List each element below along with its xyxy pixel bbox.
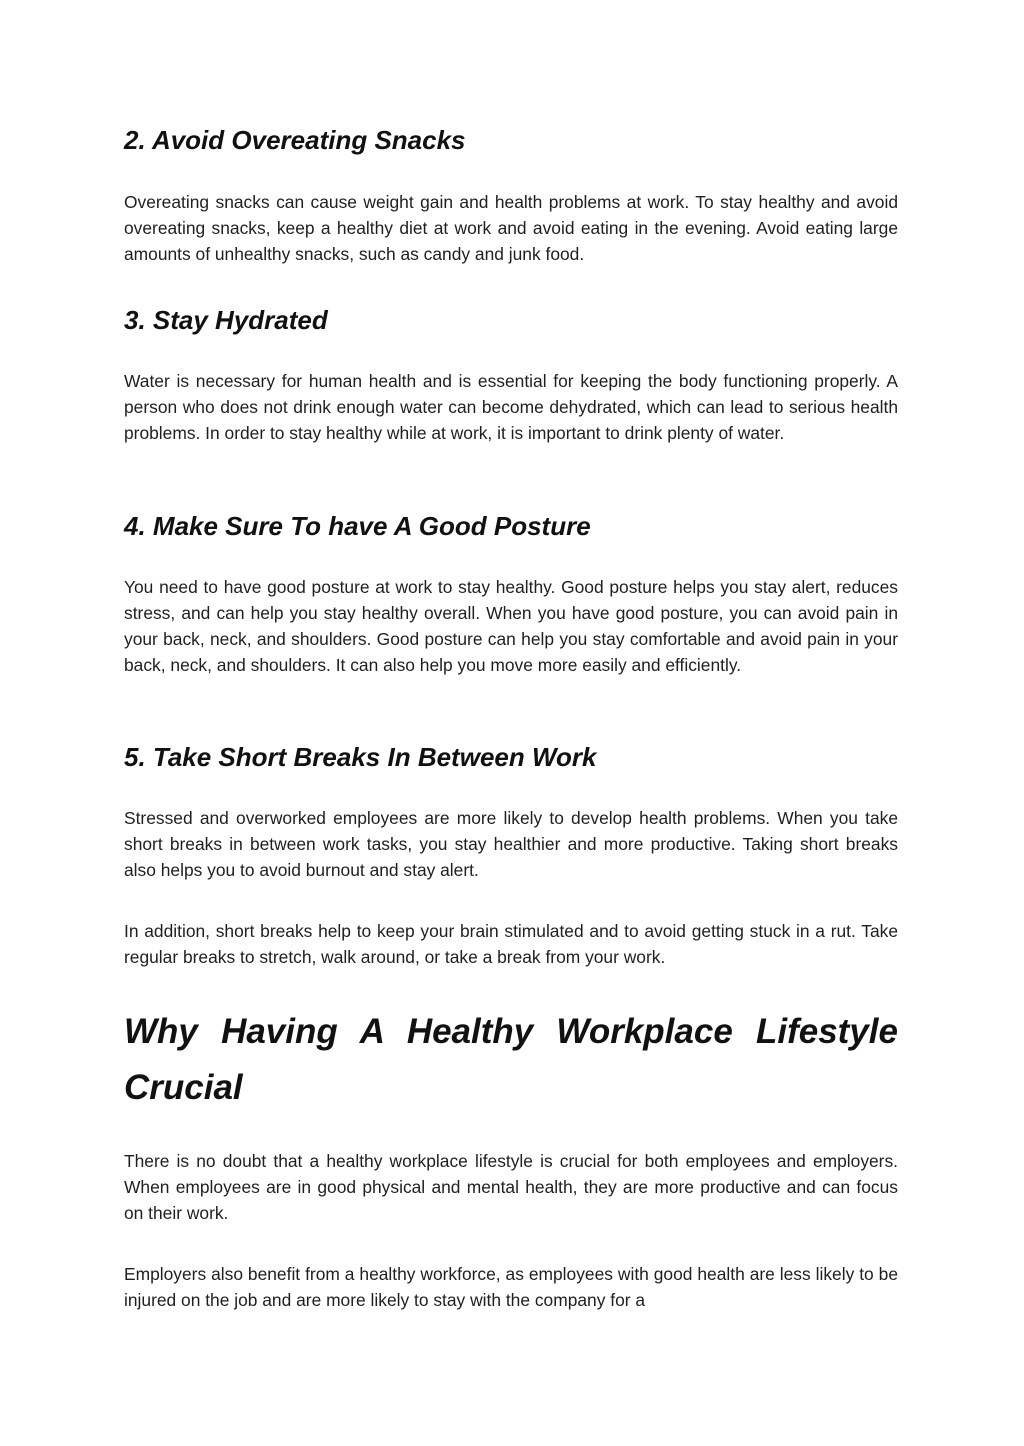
paragraph-good-posture: You need to have good posture at work to stay healthy. Good posture helps you stay alert, reduces stress, and can help you stay healthy overall. When you have good posture, you can avoid pain in your back, neck, and shoulders. Good posture can help you stay comfortable and avoid pain in your back, neck, and shoulders. It can also help you move more easily and efficiently. — [124, 577, 898, 675]
heading-why-healthy-workplace: Why Having A Healthy Workplace Lifestyle Crucial — [124, 1012, 898, 1107]
heading-good-posture: 4. Make Sure To have A Good Posture — [124, 511, 591, 541]
paragraph-why-healthy-workplace-2: Employers also benefit from a healthy workforce, as employees with good health are less likely to be injured on the job and are more likely to stay with the company for a — [124, 1264, 898, 1310]
paragraph-avoid-overeating-snacks: Overeating snacks can cause weight gain and health problems at work. To stay healthy and avoid overeating snacks, keep a healthy diet at work and avoid eating in the evening. Avoid eating large amounts of unhealthy snacks, such as candy and junk food. — [124, 192, 898, 264]
paragraph-stay-hydrated: Water is necessary for human health and is essential for keeping the body functioning properly. A person who does not drink enough water can become dehydrated, which can lead to serious health problems. In order to stay healthy while at work, it is important to drink plenty of water. — [124, 371, 898, 443]
paragraph-why-healthy-workplace-1: There is no doubt that a healthy workplace lifestyle is crucial for both employees and employers. When employees are in good physical and mental health, they are more productive and can focus on their work. — [124, 1151, 898, 1223]
heading-avoid-overeating-snacks: 2. Avoid Overeating Snacks — [124, 125, 466, 155]
heading-short-breaks: 5. Take Short Breaks In Between Work — [124, 742, 597, 772]
heading-stay-hydrated: 3. Stay Hydrated — [124, 305, 328, 335]
paragraph-short-breaks-1: Stressed and overworked employees are more likely to develop health problems. When you take short breaks in between work tasks, you stay healthier and more productive. Taking short breaks also helps you to avoid burnout and stay alert. — [124, 808, 898, 880]
paragraph-short-breaks-2: In addition, short breaks help to keep your brain stimulated and to avoid getting stuck in a rut. Take regular breaks to stretch, walk around, or take a break from your work. — [124, 921, 898, 967]
